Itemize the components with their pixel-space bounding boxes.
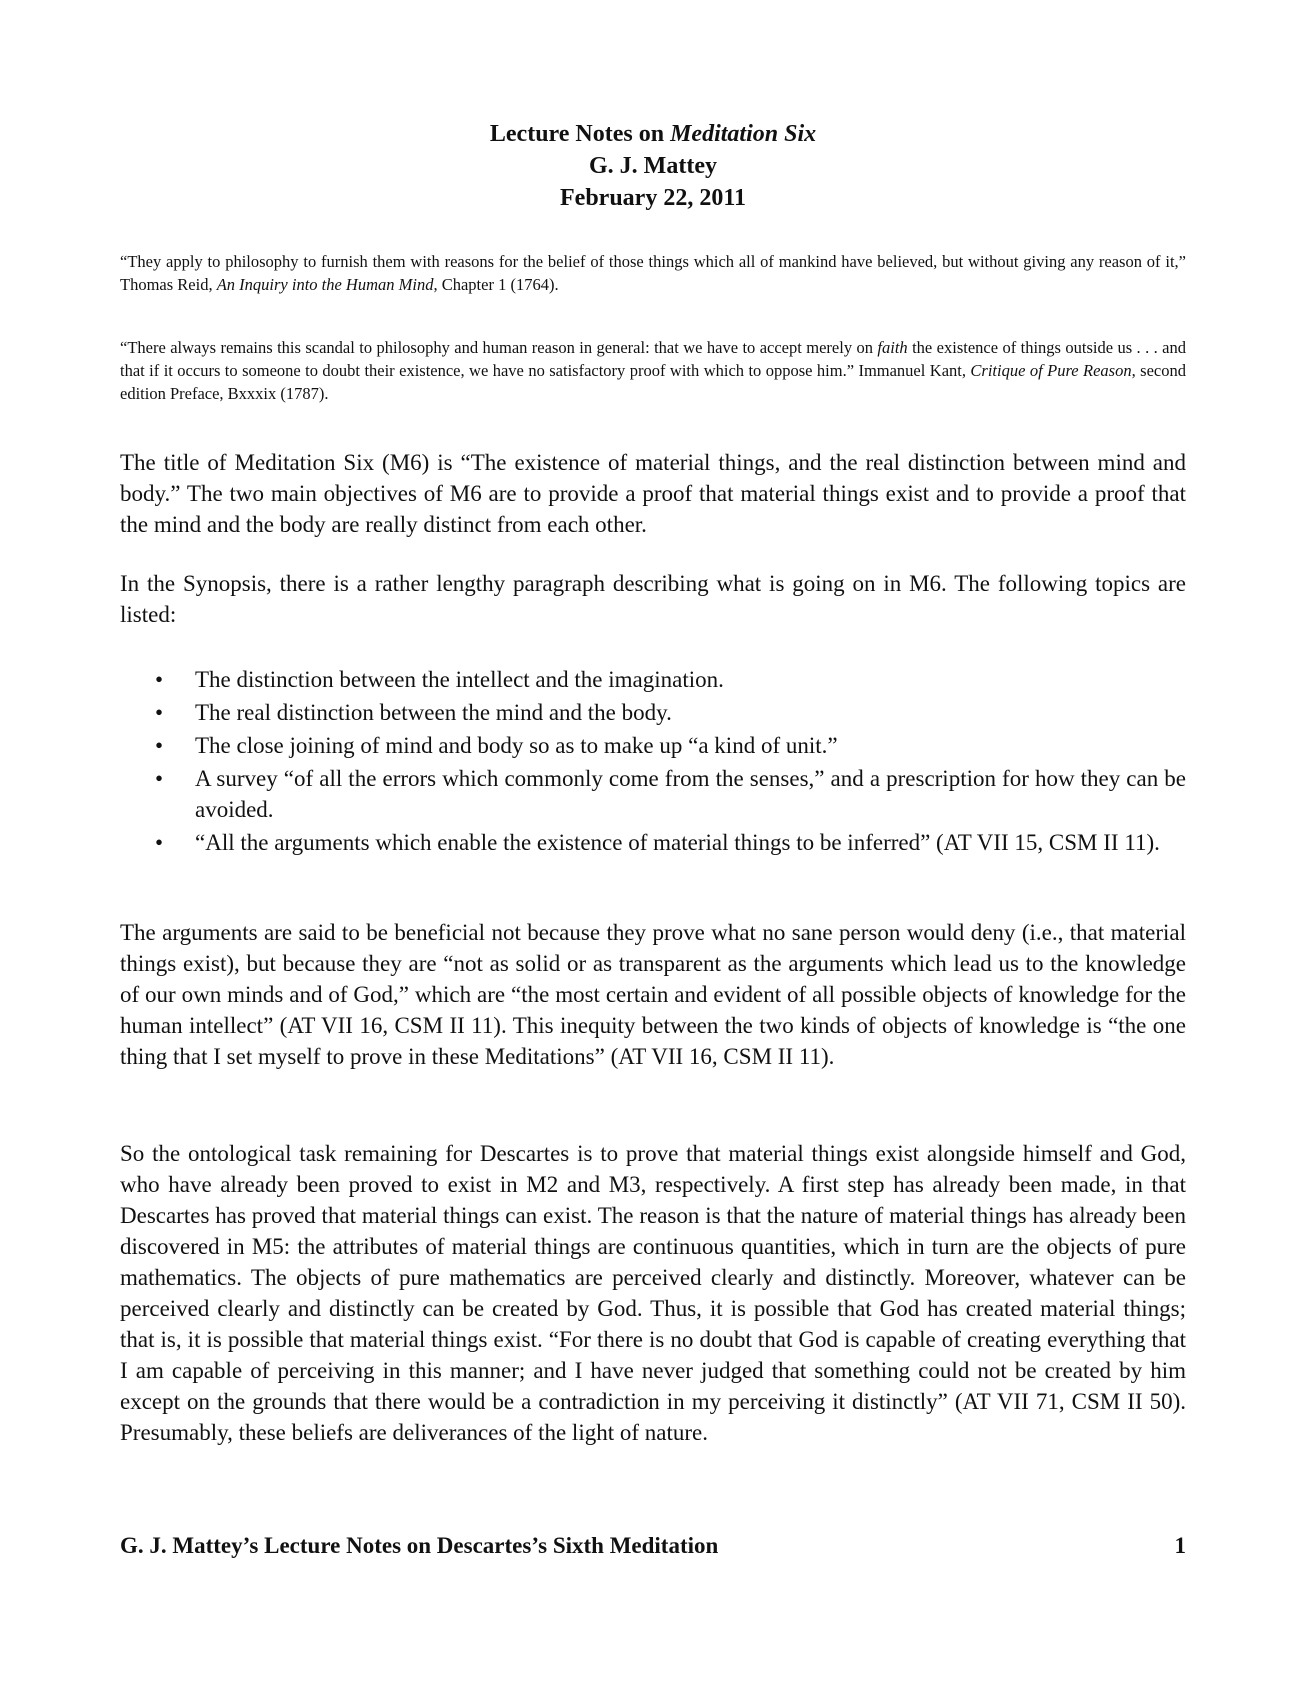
title-italic: Meditation Six [670,121,817,147]
bullet-icon: • [155,700,164,725]
list-item [155,730,1186,761]
epigraph-text: , Chapter 1 (1764). [433,275,559,294]
list-item [155,763,1186,825]
list-item-text: “All the arguments which enable the existence of material things to be inferred” (AT VII 15, CSM II 11). [195,830,1160,855]
paragraph-title-objectives: The title of Meditation Six (M6) is “The existence of material things, and the real distinction between mind and body.” The two main objectives of M6 are to provide a proof that material things exist and to provide a proof that the mind and the body are really distinct from each other. [120,450,1186,537]
document-author: G. J. Mattey [589,153,717,179]
paragraph-ontological-task: So the ontological task remaining for Descartes is to prove that material things exist alongside himself and God, who have already been proved to exist in M2 and M3, respectively. A first step has already been made, in that Descartes has proved that material things can exist. The reason is that the nature of material things has already been discovered in M5: the attributes of material things are continuous quantities, which in turn are the objects of pure mathematics. The objects of pure mathematics are perceived clearly and distinctly. Moreover, whatever can be perceived clearly and distinctly can be created by God. Thus, it is possible that God has created material things; that is, it is possible that material things exist. “For there is no doubt that God is capable of creating everything that I am capable of perceiving in this manner; and I have never judged that something could not be created by him except on the grounds that there would be a contradiction in my perceiving it distinctly” (AT VII 71, CSM II 50). Presumably, these beliefs are deliverances of the light of nature. [120,1141,1186,1445]
list-item [155,664,1186,695]
list-item-text: The distinction between the intellect and the imagination. [195,667,724,692]
list-item-text: The real distinction between the mind and the body. [195,700,672,725]
epigraph-emphasis: faith [877,338,908,357]
bullet-icon: • [155,667,164,692]
paragraph-arguments: The arguments are said to be beneficial not because they prove what no sane person would deny (i.e., that material things exist), but because they are “not as solid or as transparent as the arguments which lead us to the knowledge of our own minds and of God,” which are “the most certain and evident of all possible objects of knowledge for the human intellect” (AT VII 16, CSM II 11). This inequity between the two kinds of objects of knowledge is “the one thing that I set myself to prove in these Meditations” (AT VII 16, CSM II 11). [120,920,1186,1069]
document-title [0,118,1306,150]
epigraph-kant [120,336,1186,405]
paragraph-synopsis: In the Synopsis, there is a rather lengthy paragraph describing what is going on in M6. The following topics are listed: [120,571,1186,627]
bullet-icon: • [155,830,164,855]
page-number: 1 [1174,1533,1186,1558]
document-date: February 22, 2011 [560,185,746,211]
list-item-text: The close joining of mind and body so as to make up “a kind of unit.” [195,733,838,758]
epigraph-book-title: Critique of Pure Reason [970,361,1132,380]
list-item-text: A survey “of all the errors which commonly come from the senses,” and a prescription for how they can be avoided. [195,766,1186,822]
title-prefix: Lecture Notes on [489,121,671,147]
epigraph-text: “They apply to philosophy to furnish them with reasons for the belief of those things which all of mankind have believed, but without giving any reason of it,” Thomas Reid, [120,252,1186,294]
bullet-icon: • [155,733,164,758]
epigraph-text: , second edition Preface, Bxxxix (1787). [120,361,1186,403]
epigraph-reid [120,250,1186,296]
topics-list [155,664,1186,860]
document-header [0,118,1306,214]
list-item [155,697,1186,728]
footer-title: G. J. Mattey’s Lecture Notes on Descartes’s Sixth Meditation [120,1533,719,1558]
epigraph-book-title: An Inquiry into the Human Mind [216,275,434,294]
list-item [155,827,1186,858]
bullet-icon: • [155,766,164,791]
epigraph-text: “There always remains this scandal to philosophy and human reason in general: that we have to accept merely on [120,338,878,357]
epigraph-text: the existence of things outside us . . . and that if it occurs to someone to doubt their existence, we have no satisfactory proof with which to oppose him.” Immanuel Kant, [120,338,1186,380]
